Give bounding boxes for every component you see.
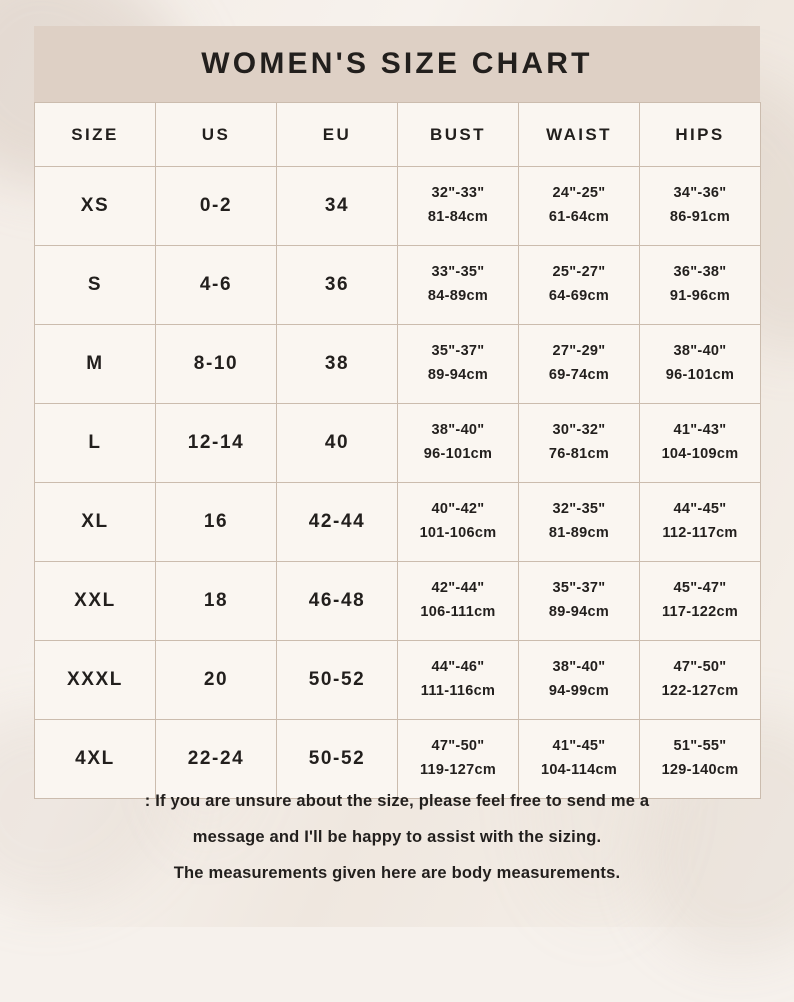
size-chart-table-wrapper: [34, 102, 760, 799]
size-chart-table: [34, 102, 761, 799]
bust-cm: 84-89cm: [427, 288, 489, 304]
bust-inches: 44"-46": [431, 659, 485, 676]
column-header-size: SIZE: [35, 103, 156, 167]
cell-us: 16: [156, 483, 277, 562]
cell-waist: [519, 641, 640, 720]
waist-cm: 76-81cm: [548, 446, 610, 462]
cell-hips: [640, 641, 761, 720]
cell-size: XL: [35, 483, 156, 562]
column-header-us: US: [156, 103, 277, 167]
cell-bust: [398, 167, 519, 246]
hips-cm: 117-122cm: [661, 604, 739, 620]
column-header-waist: WAIST: [519, 103, 640, 167]
bust-cm: 89-94cm: [427, 367, 489, 383]
hips-inches: 36"-38": [673, 264, 727, 281]
table-row: [35, 720, 761, 799]
hips-inches: 45"-47": [673, 580, 727, 597]
cell-us: 18: [156, 562, 277, 641]
cell-size: S: [35, 246, 156, 325]
bust-inches: 38"-40": [431, 422, 485, 439]
cell-hips: [640, 246, 761, 325]
bust-inches: 35"-37": [431, 343, 485, 360]
cell-hips: [640, 720, 761, 799]
cell-size: XXL: [35, 562, 156, 641]
column-header-hips: HIPS: [640, 103, 761, 167]
title-banner: [34, 26, 760, 102]
waist-cm: 89-94cm: [548, 604, 610, 620]
cell-hips: [640, 404, 761, 483]
waist-inches: 27"-29": [552, 343, 606, 360]
table-row: [35, 641, 761, 720]
table-row: [35, 325, 761, 404]
cell-us: 4-6: [156, 246, 277, 325]
cell-waist: [519, 562, 640, 641]
cell-waist: [519, 720, 640, 799]
cell-eu: 50-52: [277, 720, 398, 799]
cell-size: XXXL: [35, 641, 156, 720]
hips-inches: 44"-45": [673, 501, 727, 518]
table-header: [35, 103, 761, 167]
cell-bust: [398, 404, 519, 483]
cell-us: 8-10: [156, 325, 277, 404]
cell-eu: 42-44: [277, 483, 398, 562]
hips-inches: 38"-40": [673, 343, 727, 360]
bust-inches: 40"-42": [431, 501, 485, 518]
table-row: [35, 404, 761, 483]
cell-us: 12-14: [156, 404, 277, 483]
hips-inches: 41"-43": [673, 422, 727, 439]
table-row: [35, 167, 761, 246]
bust-inches: 33"-35": [431, 264, 485, 281]
cell-bust: [398, 483, 519, 562]
hips-cm: 96-101cm: [665, 367, 735, 383]
waist-inches: 30"-32": [552, 422, 606, 439]
cell-hips: [640, 483, 761, 562]
cell-us: 0-2: [156, 167, 277, 246]
hips-inches: 47"-50": [673, 659, 727, 676]
cell-bust: [398, 325, 519, 404]
cell-bust: [398, 641, 519, 720]
waist-cm: 81-89cm: [548, 525, 610, 541]
bust-inches: 32"-33": [431, 185, 485, 202]
hips-inches: 51"-55": [673, 738, 727, 755]
bust-cm: 119-127cm: [419, 762, 497, 778]
hips-cm: 104-109cm: [661, 446, 739, 462]
cell-size: 4XL: [35, 720, 156, 799]
bust-inches: 42"-44": [431, 580, 485, 597]
cell-waist: [519, 246, 640, 325]
waist-inches: 25"-27": [552, 264, 606, 281]
cell-eu: 34: [277, 167, 398, 246]
cell-eu: 36: [277, 246, 398, 325]
cell-eu: 46-48: [277, 562, 398, 641]
footer-line-1: : If you are unsure about the size, please feel free to send me a: [144, 792, 650, 810]
waist-cm: 69-74cm: [548, 367, 610, 383]
hips-cm: 122-127cm: [661, 683, 739, 699]
cell-waist: [519, 483, 640, 562]
waist-inches: 32"-35": [552, 501, 606, 518]
table-row: [35, 562, 761, 641]
waist-cm: 61-64cm: [548, 209, 610, 225]
hips-cm: 129-140cm: [661, 762, 739, 778]
column-header-eu: EU: [277, 103, 398, 167]
cell-size: M: [35, 325, 156, 404]
hips-cm: 91-96cm: [669, 288, 731, 304]
bust-cm: 81-84cm: [427, 209, 489, 225]
cell-size: XS: [35, 167, 156, 246]
bust-cm: 101-106cm: [419, 525, 497, 541]
footer-note: [34, 790, 760, 886]
table-row: [35, 246, 761, 325]
table-row: [35, 483, 761, 562]
footer-line-2: message and I'll be happy to assist with the sizing.: [192, 827, 602, 846]
cell-waist: [519, 325, 640, 404]
cell-waist: [519, 404, 640, 483]
bust-cm: 111-116cm: [420, 683, 496, 699]
cell-us: 20: [156, 641, 277, 720]
bust-inches: 47"-50": [431, 738, 485, 755]
waist-cm: 94-99cm: [548, 683, 610, 699]
cell-hips: [640, 562, 761, 641]
cell-eu: 40: [277, 404, 398, 483]
page-title: WOMEN'S SIZE CHART: [201, 47, 593, 80]
cell-eu: 38: [277, 325, 398, 404]
waist-cm: 64-69cm: [548, 288, 610, 304]
cell-size: L: [35, 404, 156, 483]
table-header-row: [35, 103, 761, 167]
waist-cm: 104-114cm: [540, 762, 618, 778]
hips-inches: 34"-36": [673, 185, 727, 202]
cell-bust: [398, 562, 519, 641]
waist-inches: 38"-40": [552, 659, 606, 676]
cell-hips: [640, 325, 761, 404]
bust-cm: 106-111cm: [420, 604, 496, 620]
bust-cm: 96-101cm: [423, 446, 493, 462]
footer-line-3: The measurements given here are body measurements.: [173, 863, 621, 882]
cell-bust: [398, 720, 519, 799]
hips-cm: 86-91cm: [669, 209, 731, 225]
waist-inches: 35"-37": [552, 580, 606, 597]
table-body: [35, 167, 761, 799]
cell-us: 22-24: [156, 720, 277, 799]
hips-cm: 112-117cm: [662, 525, 738, 541]
column-header-bust: BUST: [398, 103, 519, 167]
cell-waist: [519, 167, 640, 246]
cell-bust: [398, 246, 519, 325]
waist-inches: 41"-45": [552, 738, 606, 755]
waist-inches: 24"-25": [552, 185, 606, 202]
cell-hips: [640, 167, 761, 246]
cell-eu: 50-52: [277, 641, 398, 720]
